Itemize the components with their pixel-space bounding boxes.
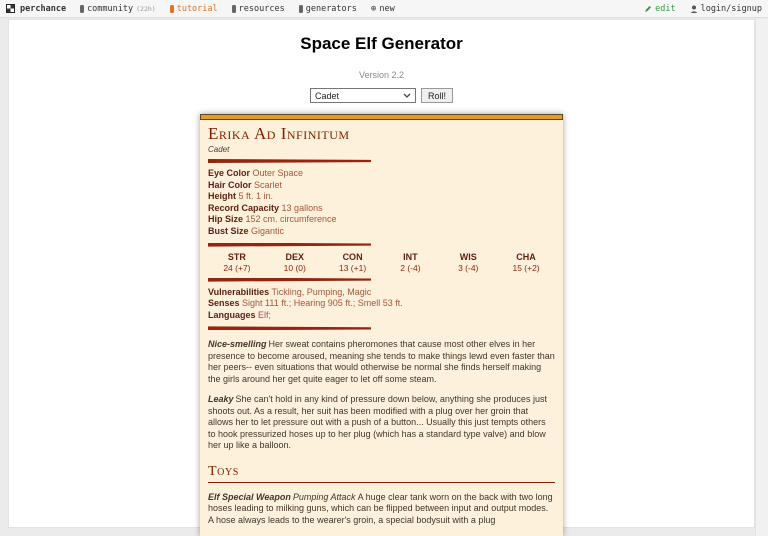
ability-scores (208, 252, 555, 273)
trait-paragraph (208, 339, 555, 385)
scrollbar-track[interactable] (755, 19, 768, 536)
chevron-down-icon (403, 93, 411, 98)
property-row (208, 203, 555, 215)
generators-icon (299, 5, 303, 13)
class-select-value: Cadet (314, 90, 340, 101)
character-name: Erika Ad Infinitum (208, 124, 350, 143)
nav-item-label: new (379, 3, 395, 14)
resources-icon (232, 5, 236, 13)
info-label: Vulnerabilities (208, 286, 270, 297)
nav-item-community[interactable] (80, 4, 156, 14)
nav-item-label: generators (305, 3, 357, 14)
edit-link[interactable] (644, 4, 675, 14)
nav-item-label: resources (238, 3, 285, 14)
character-class: Cadet (208, 145, 230, 154)
tutorial-icon (170, 5, 174, 13)
divider (208, 159, 371, 163)
generator-controls (9, 88, 754, 103)
toy-paragraph (208, 492, 555, 527)
info-label: Senses (208, 298, 240, 309)
trait-paragraph (208, 394, 555, 452)
trait-name: Leaky (208, 394, 234, 405)
edit-label: edit (655, 3, 676, 14)
info-row (208, 287, 555, 299)
perchance-logo-icon (6, 4, 15, 13)
roll-button[interactable]: Roll! (421, 88, 453, 103)
content-panel (8, 19, 755, 528)
login-signup-link[interactable] (690, 4, 762, 14)
nav-item-tutorial[interactable] (170, 4, 218, 14)
property-label: Bust Size (208, 225, 249, 236)
property-label: Eye Color (208, 168, 251, 178)
trait-name: Nice-smelling (208, 339, 267, 350)
property-value: Gigantic (251, 225, 285, 236)
brand-label: perchance (20, 3, 67, 14)
user-icon (690, 5, 698, 13)
login-label: login/signup (700, 3, 762, 14)
version-label: Version 2.2 (358, 70, 405, 80)
property-label: Record Capacity (208, 202, 280, 213)
globe-plus-icon: ⊕ (370, 3, 377, 14)
ability-dex: DEX 10 (0) (283, 251, 306, 273)
info-row (208, 310, 555, 322)
ability-wis: WIS 3 (-4) (458, 251, 479, 273)
ability-int: INT 2 (-4) (400, 251, 421, 273)
info-row (208, 298, 555, 310)
info-label: Languages (208, 309, 256, 320)
property-value: 5 ft. 1 in. (238, 191, 274, 202)
divider (208, 278, 371, 282)
class-select[interactable] (310, 88, 416, 103)
trait-text: Her sweat contains pheromones that cause most other elves in her presence to become aroused, meaning she tends to make things lewd even faster than her peers-- even situations that would otherwise be normal she finds herself making the girls around her get quite eager to let off some steam. (208, 339, 555, 384)
nav-item-resources[interactable] (232, 4, 285, 14)
property-label: Hair Color (208, 179, 252, 190)
property-row (208, 180, 555, 192)
statblock-card (200, 114, 563, 536)
property-label: Height (208, 191, 236, 202)
property-row (208, 168, 555, 180)
community-activity-badge: (22h) (136, 4, 156, 13)
info-value: Elf; (258, 309, 272, 320)
divider (208, 243, 371, 247)
ability-str: STR 24 (+7) (223, 251, 251, 273)
property-row (208, 226, 555, 238)
property-row (208, 214, 555, 226)
toy-name: Elf Special Weapon (208, 491, 291, 502)
property-value: 13 gallons (281, 202, 323, 213)
property-value: Outer Space (252, 168, 304, 178)
nav-item-generators[interactable] (299, 4, 357, 14)
page-title: Space Elf Generator (300, 34, 463, 53)
top-nav-bar (0, 0, 768, 18)
trait-text: She can't hold in any kind of pressure down below, anything she produces just shoots out. As a result, her suit has been modified with a plug over her groin that allows her to let pressure out with a push of a button... Usually this just tempts others to hook pressurized hoses up to her plug (which has a standard type valve) and blow her up like a balloon. (208, 394, 547, 451)
property-value: Scarlet (254, 179, 283, 190)
toys-section-header: Toys (208, 464, 555, 483)
nav-item-new[interactable] (371, 4, 395, 14)
toy-text: A huge clear tank worn on the back with two long hoses leading to milking guns, which can be flipped between input and output modes. A hose always leads to the wearer's groin, a special bodysuit with a plug (208, 491, 553, 525)
toy-subname: Pumping Attack (292, 491, 356, 502)
nav-item-label: community (87, 3, 134, 14)
divider (208, 326, 371, 330)
info-value: Sight 111 ft.; Hearing 905 ft.; Smell 53 ft. (242, 298, 403, 309)
nav-item-label: tutorial (176, 3, 218, 14)
ability-cha: CHA 15 (+2) (512, 251, 540, 273)
property-value: 152 cm. circumference (245, 214, 337, 225)
perchance-home-link[interactable] (6, 4, 66, 14)
community-icon (80, 5, 84, 13)
info-value: Tickling, Pumping, Magic (271, 286, 372, 297)
ability-con: CON 13 (+1) (338, 251, 367, 273)
property-label: Hip Size (208, 214, 244, 225)
property-row (208, 191, 555, 203)
pencil-icon (644, 5, 652, 13)
